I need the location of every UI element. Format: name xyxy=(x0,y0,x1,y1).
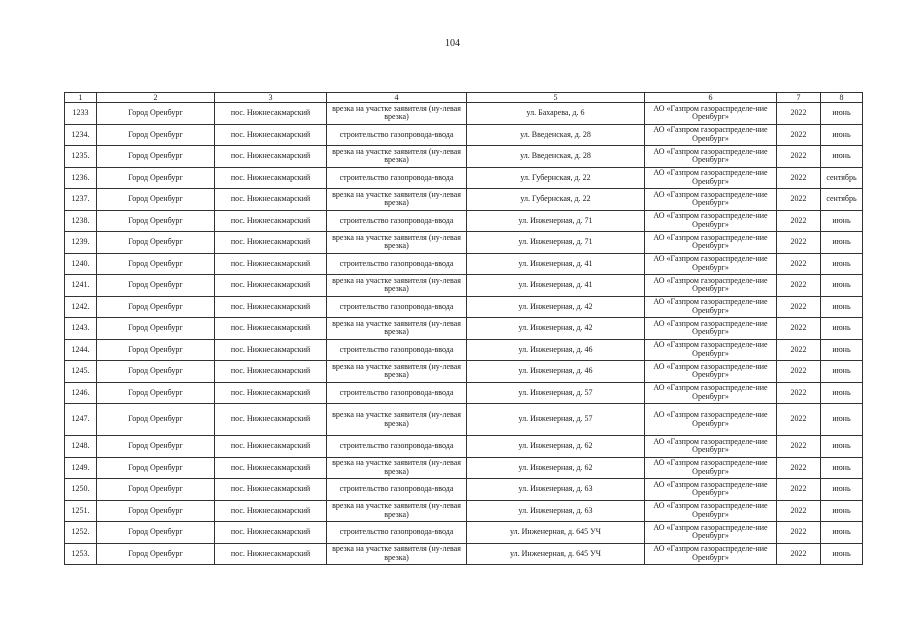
month-cell: июнь xyxy=(821,479,863,501)
page-number: 104 xyxy=(445,38,460,49)
organization-cell: АО «Газпром газораспределе-ние Оренбург» xyxy=(645,275,777,297)
month-cell: сентябрь xyxy=(821,167,863,189)
month-cell: июнь xyxy=(821,103,863,125)
year-cell: 2022 xyxy=(777,543,821,565)
row-number-cell: 1245. xyxy=(65,361,97,383)
row-number-cell: 1236. xyxy=(65,167,97,189)
table-row xyxy=(65,103,863,125)
column-number: 2 xyxy=(97,93,215,103)
city-cell: Город Оренбург xyxy=(97,275,215,297)
table-row xyxy=(65,318,863,340)
settlement-cell: пос. Нижнесакмарский xyxy=(215,479,327,501)
organization-cell: АО «Газпром газораспределе-ние Оренбург» xyxy=(645,167,777,189)
work-type-cell: врезка на участке заявителя (ну-левая врезка) xyxy=(327,275,467,297)
row-number-cell: 1233 xyxy=(65,103,97,125)
address-cell: ул. Инженерная, д. 42 xyxy=(467,296,645,318)
city-cell: Город Оренбург xyxy=(97,436,215,458)
month-cell: июнь xyxy=(821,543,863,565)
address-cell: ул. Инженерная, д. 41 xyxy=(467,253,645,275)
address-cell: ул. Введенская, д. 28 xyxy=(467,124,645,146)
settlement-cell: пос. Нижнесакмарский xyxy=(215,253,327,275)
month-cell: июнь xyxy=(821,210,863,232)
row-number-cell: 1248. xyxy=(65,436,97,458)
work-type-cell: строительство газопровода-ввода xyxy=(327,253,467,275)
year-cell: 2022 xyxy=(777,500,821,522)
register-table xyxy=(64,92,863,565)
city-cell: Город Оренбург xyxy=(97,210,215,232)
row-number-cell: 1241. xyxy=(65,275,97,297)
table-row xyxy=(65,382,863,404)
address-cell: ул. Инженерная, д. 62 xyxy=(467,457,645,479)
row-number-cell: 1238. xyxy=(65,210,97,232)
year-cell: 2022 xyxy=(777,189,821,211)
settlement-cell: пос. Нижнесакмарский xyxy=(215,210,327,232)
city-cell: Город Оренбург xyxy=(97,457,215,479)
work-type-cell: врезка на участке заявителя (ну-левая врезка) xyxy=(327,361,467,383)
organization-cell: АО «Газпром газораспределе-ние Оренбург» xyxy=(645,103,777,125)
table-row xyxy=(65,500,863,522)
organization-cell: АО «Газпром газораспределе-ние Оренбург» xyxy=(645,436,777,458)
organization-cell: АО «Газпром газораспределе-ние Оренбург» xyxy=(645,296,777,318)
table-row xyxy=(65,404,863,436)
month-cell: июнь xyxy=(821,500,863,522)
month-cell: июнь xyxy=(821,404,863,436)
work-type-cell: строительство газопровода-ввода xyxy=(327,382,467,404)
table-row xyxy=(65,436,863,458)
settlement-cell: пос. Нижнесакмарский xyxy=(215,103,327,125)
month-cell: июнь xyxy=(821,382,863,404)
table-row xyxy=(65,339,863,361)
address-cell: ул. Инженерная, д. 71 xyxy=(467,210,645,232)
city-cell: Город Оренбург xyxy=(97,382,215,404)
table-row xyxy=(65,457,863,479)
work-type-cell: врезка на участке заявителя (ну-левая врезка) xyxy=(327,189,467,211)
address-cell: ул. Инженерная, д. 63 xyxy=(467,500,645,522)
year-cell: 2022 xyxy=(777,275,821,297)
settlement-cell: пос. Нижнесакмарский xyxy=(215,167,327,189)
month-cell: июнь xyxy=(821,318,863,340)
address-cell: ул. Инженерная, д. 41 xyxy=(467,275,645,297)
year-cell: 2022 xyxy=(777,339,821,361)
row-number-cell: 1237. xyxy=(65,189,97,211)
year-cell: 2022 xyxy=(777,479,821,501)
work-type-cell: строительство газопровода-ввода xyxy=(327,436,467,458)
year-cell: 2022 xyxy=(777,382,821,404)
row-number-cell: 1244. xyxy=(65,339,97,361)
city-cell: Город Оренбург xyxy=(97,124,215,146)
address-cell: ул. Инженерная, д. 645 УЧ xyxy=(467,522,645,544)
table-row xyxy=(65,361,863,383)
month-cell: июнь xyxy=(821,457,863,479)
year-cell: 2022 xyxy=(777,167,821,189)
column-number-row xyxy=(65,93,863,103)
settlement-cell: пос. Нижнесакмарский xyxy=(215,318,327,340)
row-number-cell: 1240. xyxy=(65,253,97,275)
table-row xyxy=(65,479,863,501)
table-row xyxy=(65,189,863,211)
city-cell: Город Оренбург xyxy=(97,146,215,168)
address-cell: ул. Введенская, д. 28 xyxy=(467,146,645,168)
address-cell: ул. Инженерная, д. 46 xyxy=(467,361,645,383)
organization-cell: АО «Газпром газораспределе-ние Оренбург» xyxy=(645,210,777,232)
month-cell: июнь xyxy=(821,436,863,458)
work-type-cell: врезка на участке заявителя (ну-левая врезка) xyxy=(327,103,467,125)
month-cell: сентябрь xyxy=(821,189,863,211)
city-cell: Город Оренбург xyxy=(97,361,215,383)
city-cell: Город Оренбург xyxy=(97,522,215,544)
organization-cell: АО «Газпром газораспределе-ние Оренбург» xyxy=(645,543,777,565)
work-type-cell: строительство газопровода-ввода xyxy=(327,479,467,501)
table-row xyxy=(65,296,863,318)
row-number-cell: 1252. xyxy=(65,522,97,544)
organization-cell: АО «Газпром газораспределе-ние Оренбург» xyxy=(645,361,777,383)
work-type-cell: строительство газопровода-ввода xyxy=(327,167,467,189)
organization-cell: АО «Газпром газораспределе-ние Оренбург» xyxy=(645,189,777,211)
address-cell: ул. Инженерная, д. 46 xyxy=(467,339,645,361)
year-cell: 2022 xyxy=(777,232,821,254)
table-row xyxy=(65,543,863,565)
year-cell: 2022 xyxy=(777,210,821,232)
settlement-cell: пос. Нижнесакмарский xyxy=(215,543,327,565)
address-cell: ул. Губернская, д. 22 xyxy=(467,167,645,189)
work-type-cell: строительство газопровода-ввода xyxy=(327,339,467,361)
city-cell: Город Оренбург xyxy=(97,479,215,501)
organization-cell: АО «Газпром газораспределе-ние Оренбург» xyxy=(645,522,777,544)
row-number-cell: 1253. xyxy=(65,543,97,565)
settlement-cell: пос. Нижнесакмарский xyxy=(215,232,327,254)
work-type-cell: строительство газопровода-ввода xyxy=(327,210,467,232)
city-cell: Город Оренбург xyxy=(97,167,215,189)
organization-cell: АО «Газпром газораспределе-ние Оренбург» xyxy=(645,318,777,340)
year-cell: 2022 xyxy=(777,253,821,275)
month-cell: июнь xyxy=(821,296,863,318)
settlement-cell: пос. Нижнесакмарский xyxy=(215,404,327,436)
work-type-cell: врезка на участке заявителя (ну-левая врезка) xyxy=(327,404,467,436)
year-cell: 2022 xyxy=(777,318,821,340)
city-cell: Город Оренбург xyxy=(97,404,215,436)
year-cell: 2022 xyxy=(777,522,821,544)
month-cell: июнь xyxy=(821,339,863,361)
city-cell: Город Оренбург xyxy=(97,103,215,125)
month-cell: июнь xyxy=(821,361,863,383)
work-type-cell: строительство газопровода-ввода xyxy=(327,124,467,146)
row-number-cell: 1234. xyxy=(65,124,97,146)
organization-cell: АО «Газпром газораспределе-ние Оренбург» xyxy=(645,382,777,404)
city-cell: Город Оренбург xyxy=(97,296,215,318)
settlement-cell: пос. Нижнесакмарский xyxy=(215,296,327,318)
row-number-cell: 1251. xyxy=(65,500,97,522)
row-number-cell: 1235. xyxy=(65,146,97,168)
work-type-cell: врезка на участке заявителя (ну-левая врезка) xyxy=(327,500,467,522)
settlement-cell: пос. Нижнесакмарский xyxy=(215,436,327,458)
city-cell: Город Оренбург xyxy=(97,253,215,275)
settlement-cell: пос. Нижнесакмарский xyxy=(215,189,327,211)
row-number-cell: 1246. xyxy=(65,382,97,404)
table-row xyxy=(65,253,863,275)
month-cell: июнь xyxy=(821,253,863,275)
organization-cell: АО «Газпром газораспределе-ние Оренбург» xyxy=(645,146,777,168)
address-cell: ул. Бахарева, д. 6 xyxy=(467,103,645,125)
organization-cell: АО «Газпром газораспределе-ние Оренбург» xyxy=(645,500,777,522)
organization-cell: АО «Газпром газораспределе-ние Оренбург» xyxy=(645,339,777,361)
column-number: 5 xyxy=(467,93,645,103)
row-number-cell: 1243. xyxy=(65,318,97,340)
year-cell: 2022 xyxy=(777,296,821,318)
settlement-cell: пос. Нижнесакмарский xyxy=(215,124,327,146)
settlement-cell: пос. Нижнесакмарский xyxy=(215,339,327,361)
address-cell: ул. Инженерная, д. 62 xyxy=(467,436,645,458)
address-cell: ул. Инженерная, д. 57 xyxy=(467,404,645,436)
organization-cell: АО «Газпром газораспределе-ние Оренбург» xyxy=(645,457,777,479)
row-number-cell: 1239. xyxy=(65,232,97,254)
organization-cell: АО «Газпром газораспределе-ние Оренбург» xyxy=(645,232,777,254)
organization-cell: АО «Газпром газораспределе-ние Оренбург» xyxy=(645,404,777,436)
settlement-cell: пос. Нижнесакмарский xyxy=(215,275,327,297)
work-type-cell: врезка на участке заявителя (ну-левая врезка) xyxy=(327,543,467,565)
table-row xyxy=(65,210,863,232)
address-cell: ул. Губернская, д. 22 xyxy=(467,189,645,211)
settlement-cell: пос. Нижнесакмарский xyxy=(215,522,327,544)
month-cell: июнь xyxy=(821,146,863,168)
table-row xyxy=(65,232,863,254)
year-cell: 2022 xyxy=(777,404,821,436)
city-cell: Город Оренбург xyxy=(97,543,215,565)
organization-cell: АО «Газпром газораспределе-ние Оренбург» xyxy=(645,124,777,146)
row-number-cell: 1247. xyxy=(65,404,97,436)
address-cell: ул. Инженерная, д. 645 УЧ xyxy=(467,543,645,565)
address-cell: ул. Инженерная, д. 71 xyxy=(467,232,645,254)
table-row xyxy=(65,124,863,146)
address-cell: ул. Инженерная, д. 63 xyxy=(467,479,645,501)
year-cell: 2022 xyxy=(777,436,821,458)
settlement-cell: пос. Нижнесакмарский xyxy=(215,146,327,168)
table-row xyxy=(65,522,863,544)
work-type-cell: строительство газопровода-ввода xyxy=(327,522,467,544)
city-cell: Город Оренбург xyxy=(97,500,215,522)
column-number: 6 xyxy=(645,93,777,103)
column-number: 7 xyxy=(777,93,821,103)
year-cell: 2022 xyxy=(777,103,821,125)
work-type-cell: строительство газопровода-ввода xyxy=(327,296,467,318)
address-cell: ул. Инженерная, д. 57 xyxy=(467,382,645,404)
table-row xyxy=(65,167,863,189)
column-number: 1 xyxy=(65,93,97,103)
organization-cell: АО «Газпром газораспределе-ние Оренбург» xyxy=(645,479,777,501)
column-number: 3 xyxy=(215,93,327,103)
work-type-cell: врезка на участке заявителя (ну-левая врезка) xyxy=(327,457,467,479)
address-cell: ул. Инженерная, д. 42 xyxy=(467,318,645,340)
city-cell: Город Оренбург xyxy=(97,318,215,340)
work-type-cell: врезка на участке заявителя (ну-левая врезка) xyxy=(327,146,467,168)
year-cell: 2022 xyxy=(777,457,821,479)
settlement-cell: пос. Нижнесакмарский xyxy=(215,457,327,479)
month-cell: июнь xyxy=(821,232,863,254)
month-cell: июнь xyxy=(821,275,863,297)
row-number-cell: 1242. xyxy=(65,296,97,318)
work-type-cell: врезка на участке заявителя (ну-левая врезка) xyxy=(327,232,467,254)
row-number-cell: 1249. xyxy=(65,457,97,479)
city-cell: Город Оренбург xyxy=(97,189,215,211)
month-cell: июнь xyxy=(821,522,863,544)
year-cell: 2022 xyxy=(777,124,821,146)
row-number-cell: 1250. xyxy=(65,479,97,501)
column-number: 4 xyxy=(327,93,467,103)
city-cell: Город Оренбург xyxy=(97,339,215,361)
column-number: 8 xyxy=(821,93,863,103)
city-cell: Город Оренбург xyxy=(97,232,215,254)
table-row xyxy=(65,146,863,168)
month-cell: июнь xyxy=(821,124,863,146)
organization-cell: АО «Газпром газораспределе-ние Оренбург» xyxy=(645,253,777,275)
year-cell: 2022 xyxy=(777,361,821,383)
settlement-cell: пос. Нижнесакмарский xyxy=(215,382,327,404)
settlement-cell: пос. Нижнесакмарский xyxy=(215,361,327,383)
table-row xyxy=(65,275,863,297)
work-type-cell: врезка на участке заявителя (ну-левая врезка) xyxy=(327,318,467,340)
settlement-cell: пос. Нижнесакмарский xyxy=(215,500,327,522)
year-cell: 2022 xyxy=(777,146,821,168)
